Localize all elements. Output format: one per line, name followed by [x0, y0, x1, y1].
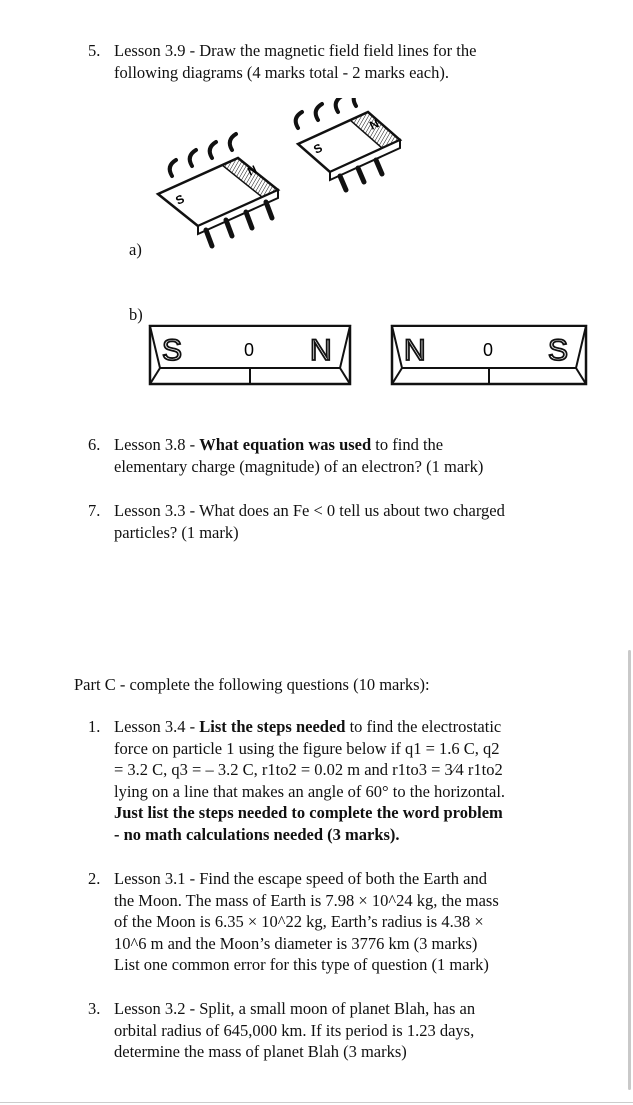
magnet-a2 — [296, 98, 400, 190]
question-number: 5. — [88, 41, 101, 60]
diagram-b-magnets — [146, 322, 592, 394]
question-emphasis: What equation was used — [199, 435, 372, 454]
question-text: 10^6 m and the Moon’s diameter is 3776 km (3 marks) — [114, 933, 478, 953]
question-number: 3. — [88, 999, 101, 1018]
pole-left-label: S — [162, 334, 183, 367]
question-number: 7. — [88, 501, 101, 520]
pole-right-label: N — [310, 334, 332, 367]
question-text: List one common error for this type of question (1 mark) — [114, 955, 489, 974]
question-text: to find the — [371, 435, 444, 454]
center-mark: 0 — [244, 340, 255, 360]
question-text: Lesson 3.1 - Find the escape speed of both the Earth and — [114, 869, 487, 888]
question-text: lying on a line that makes an angle of 60° to the horizontal. — [114, 781, 506, 801]
question-text: = 3.2 C, q3 = – 3.2 C, r1to2 = 0.02 m and r1to3 = 3⁄4 r1to2 — [114, 760, 503, 779]
pole-s-label: S — [311, 140, 325, 157]
diagram-a-magnets — [150, 98, 410, 258]
question-text: the Moon. The mass of Earth is 7.98 × 10^24 kg, the mass — [114, 890, 499, 910]
question-emphasis: - no math calculations needed (3 marks). — [114, 824, 400, 844]
question-text: to find the electrostatic — [345, 717, 502, 736]
pole-n-label: N — [367, 116, 382, 133]
scrollbar[interactable] — [628, 650, 631, 1090]
magnet-a1 — [158, 134, 278, 246]
question-number: 6. — [88, 435, 101, 454]
question-text: of the Moon is 6.35 × 10^22 kg, Earth’s radius is 4.38 × — [114, 912, 484, 931]
question-text: elementary charge (magnitude) of an electron? (1 mark) — [114, 456, 484, 476]
magnet-b-left — [150, 326, 350, 384]
magnet-b-right — [392, 326, 586, 384]
question-text: following diagrams (4 marks total - 2 marks each). — [114, 62, 449, 82]
pole-s-label: S — [173, 191, 187, 208]
question-text: Lesson 3.2 - Split, a small moon of planet Blah, has an — [114, 999, 476, 1018]
part-c-heading: Part C - complete the following questions (10 marks): — [74, 675, 430, 694]
question-number: 1. — [88, 717, 101, 736]
question-text: Lesson 3.4 - — [114, 717, 200, 736]
question-text: determine the mass of planet Blah (3 marks) — [114, 1042, 407, 1061]
diagram-a-label: a) — [129, 240, 142, 259]
diagram-b-label: b) — [129, 305, 143, 324]
question-emphasis: Just list the steps needed to complete the word problem — [114, 803, 503, 822]
question-text: force on particle 1 using the figure below if q1 = 1.6 C, q2 — [114, 738, 500, 758]
question-text: Lesson 3.9 - Draw the magnetic field field lines for the — [114, 41, 477, 60]
question-text: Lesson 3.3 - What does an Fe < 0 tell us about two charged — [114, 501, 505, 520]
question-number: 2. — [88, 869, 101, 888]
question-text: particles? (1 mark) — [114, 522, 239, 542]
question-text: Lesson 3.8 - — [114, 435, 200, 454]
question-emphasis: List the steps needed — [199, 717, 346, 736]
page-bottom-divider — [0, 1102, 633, 1103]
pole-left-label: N — [404, 334, 426, 367]
pole-n-label: N — [245, 162, 260, 179]
question-text: orbital radius of 645,000 km. If its period is 1.23 days, — [114, 1020, 475, 1040]
center-mark: 0 — [483, 340, 494, 360]
pole-right-label: S — [548, 334, 569, 367]
